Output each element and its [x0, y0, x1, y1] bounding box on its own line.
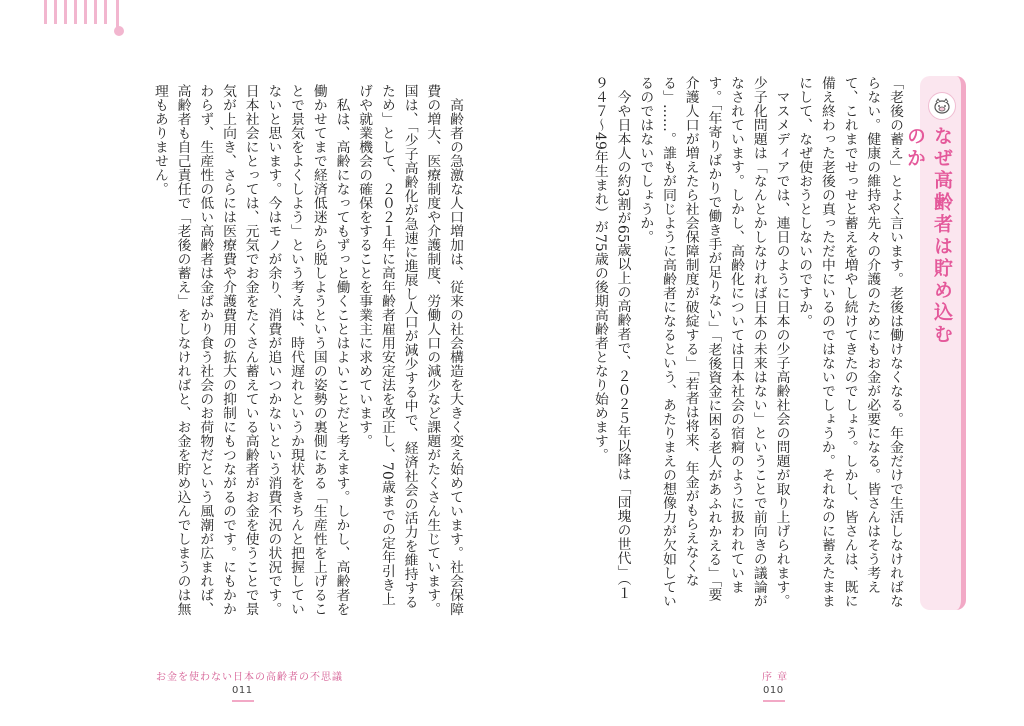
page-number-rule-right: [763, 700, 785, 702]
paragraph: 高齢者の急激な人口増加は、従来の社会構造を大きく変え始めています。社会保障費の増大、医療制度や介護制度、労働人口の減少など課題がたくさん生じています。国は、「少子高齢化が急速に進展し人口が減少する中で、経済社会の活力を維持するため」として、２０２１年に高年齢者雇用安定法を改正し、70歳までの定年引き上げや就業機会の確保をすることを事業主に求めています。: [356, 84, 463, 616]
paragraph: 私は、高齢になってもずっと働くことはよいことだと考えます。しかし、高齢者を働かせてまで経済低迷から脱しようという国の姿勢の裏側にある「生産性を上げることで景気をよくしよう」という考えは、時代遅れというか現状をきちんと把握していないと思います。今はモノが余り、消費が追いつかないという消費不況の状況です。日本社会にとっては、元気でお金をたくさん蓄えている高齢者がお金を使うことで景気が上向き、さらには医療費や介護費用の拡大の抑制にもつながるのです。にもかかわらず、生産性の低い高齢者は金ばかり食う社会のお荷物だという風潮が広まれば、高齢者も自己責任で「老後の蓄え」をしなければと、お金を貯め込んでしまうのは無理もありません。: [151, 84, 350, 616]
paragraph: 「老後の蓄え」とよく言います。老後は働けなくなる。年金だけで生活しなければならない。健康の維持や先々の介護のためにもお金が必要になる。皆さんはそう考えて、これまでせっせと蓄えを増やし続けてきたのでしょう。しかし、皆さんは、既に備え終わった老後の真っただ中にいるのではないでしょうか。それなのに蓄えたままにして、なぜ使おうとしないのですか。: [796, 76, 903, 608]
page-number-rule-left: [232, 700, 254, 702]
page-number-left: 011: [232, 685, 253, 696]
decorative-stripes: [44, 0, 124, 40]
left-page-body: [96, 84, 466, 616]
section-heading: なぜ高齢者は貯め込むのか: [904, 126, 953, 346]
running-footer-right: 序 章: [762, 672, 789, 683]
page-number-right: 010: [763, 685, 784, 696]
right-page-body: [572, 76, 906, 608]
paragraph: マスメディアでは、連日のように日本の少子高齢社会の問題が取り上げられます。少子化問題は「なんとかしなければ日本の未来はない」ということで前向きの議論がなされています。しかし、高齢化については日本社会の宿痾のように扱われています。「年寄りばかりで働き手が足りない」「老後資金に困る老人があふれかえる」「要介護人口が増えたら社会保障制度が破綻する」「若者は将来、年金がもらえなくなる」……。誰もが同じように高齢者になるという、あたりまえの想像力が欠如しているのではないでしょうか。: [637, 76, 790, 608]
paragraph: 今や日本人の約3割が65歳以上の高齢者で、２０２５年以降は「団塊の世代」（１９４７～49年生まれ）が75歳の後期高齢者となり始めます。: [591, 76, 631, 600]
pig-face-icon: [928, 92, 956, 120]
running-footer-left: お金を使わない日本の高齢者の不思議: [156, 672, 343, 683]
